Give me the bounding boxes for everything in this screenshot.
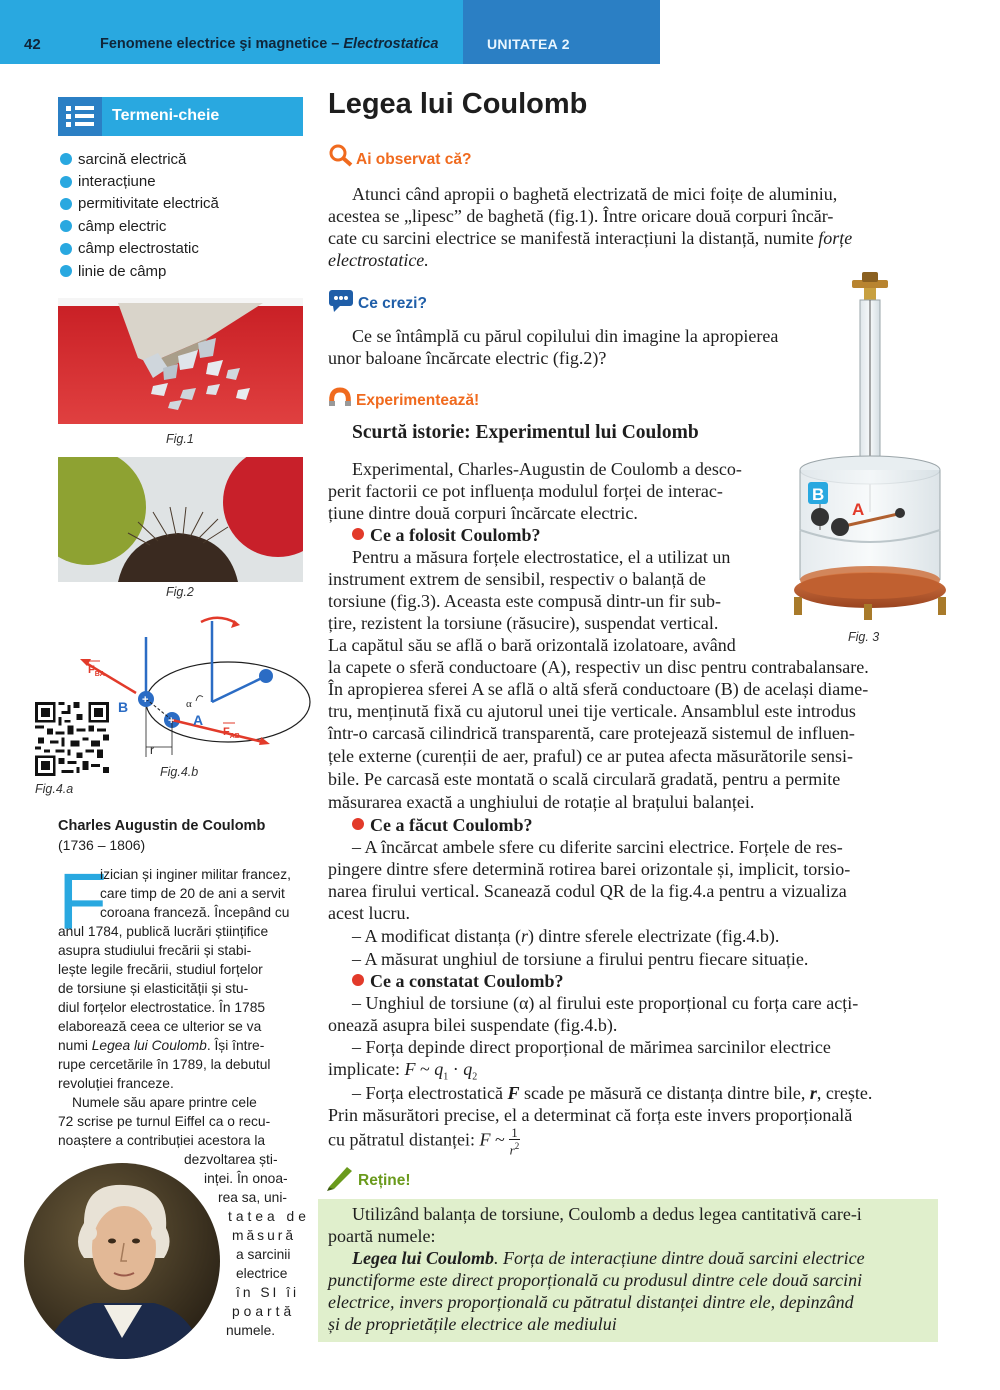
observed-line: acestea se „lipesc” de baghetă (fig.1). Între oricare două corpuri încăr-: [328, 206, 834, 226]
page-header: [0, 0, 660, 64]
plus-sign-a: +: [168, 715, 175, 727]
think-line: unor baloane încărcate electric (fig.2)?: [328, 348, 607, 368]
bullet-icon: [60, 265, 72, 277]
bio-line: de torsiune și elasticității și stu-: [58, 981, 249, 996]
b-label: B: [118, 699, 129, 715]
qr-code[interactable]: [35, 702, 109, 776]
observed-line: Atunci când apropii o baghetă electrizată de mici foițe de aluminiu,: [352, 184, 838, 204]
keyterms-title: Termeni-cheie: [112, 107, 220, 124]
bio-line: a sarcinii: [236, 1247, 291, 1262]
fig3-torsion-balance: [790, 272, 950, 637]
coulomb-portrait: [24, 1163, 220, 1359]
magnifier-icon: [328, 143, 354, 167]
speech-bubble-icon: [328, 289, 354, 313]
plus-sign-b: +: [142, 694, 149, 706]
retine-line: poartă numele:: [328, 1226, 436, 1246]
magnet-icon: [328, 386, 352, 408]
chapter-topic: Electrostatica: [343, 36, 439, 52]
body-line: țire, rezistent la torsiune (răsucire), suspendat vertical.: [328, 613, 719, 633]
bio-line: lește legile frecării, studiul forțelor: [58, 962, 263, 977]
fig3-label-b: B: [812, 485, 825, 504]
retine-line: Legea lui Coulomb. Forța de interacțiune dintre două sarcini electrice: [352, 1248, 865, 1268]
retine-line: și de proprietățile electrice ale mediului: [328, 1314, 617, 1334]
bio-line: poartă: [232, 1304, 296, 1319]
r-label: r: [150, 743, 154, 757]
body-line: pingere dintre sfere determină rotirea barei orizontale și, implicit, torsio-: [328, 859, 851, 879]
bio-line: măsură: [232, 1228, 297, 1243]
body-line: – A măsurat unghiul de torsiune a firului pentru fiecare situație.: [352, 949, 809, 969]
fig4b-caption: Fig.4.b: [160, 765, 199, 779]
body-line: țele externe (curenții de aer, praful) ce ar putea afecta măsurătorile sensi-: [328, 746, 853, 766]
body-line: Pentru a măsura forțele electrostatice, el a utilizat un: [352, 547, 731, 567]
bullet-icon: [60, 220, 72, 232]
body-line: – Unghiul de torsiune (α) al firului este proporțional cu forța care acți-: [352, 993, 859, 1013]
bio-line: rupe cercetările în 1789, la debutul: [58, 1057, 271, 1072]
bio-line: care timp de 20 de ani a servit: [100, 886, 285, 901]
fig4a-caption: Fig.4.a: [35, 782, 74, 796]
body-line: acest lucru.: [328, 903, 410, 923]
bio-drop-cap: F: [58, 857, 107, 946]
bio-line: coroana franceză. Începând cu: [100, 905, 290, 920]
observed-line: cate cu sarcini electrice se manifestă interacțiuni la distanță, numite forțe: [328, 228, 853, 248]
chapter-title: Fenomene electrice şi magnetice – Electrostatica: [100, 36, 439, 52]
body-line: – Forța depinde direct proporțional de mărimea sarcinilor electrice: [352, 1037, 831, 1057]
body-line: narea firului vertical. Scanează codul QR de la fig.4.a pentru a vizualiza: [328, 881, 847, 901]
bio-line: 72 scrise pe turnul Eiffel ca o recu-: [58, 1114, 271, 1129]
body-line: bile. Pe carcasă este montată o scală circulară gradată, pentru a permite: [328, 769, 841, 789]
body-line: – A încărcat ambele sfere cu diferite sarcini electrice. Forțele de res-: [352, 837, 843, 857]
keyterm-item: interacțiune: [60, 170, 219, 192]
experiment-subtitle: Scurtă istorie: Experimentul lui Coulomb: [352, 422, 699, 443]
keyterm-item: permitivitate electrică: [60, 193, 219, 215]
page-number: 42: [24, 36, 41, 53]
unit-tab: [463, 0, 660, 64]
fig1-caption: Fig.1: [166, 432, 194, 446]
red-bullet-icon: [352, 818, 364, 830]
body-line: Experimental, Charles-Augustin de Coulomb a desco-: [352, 459, 742, 479]
bio-line: numele.: [226, 1323, 276, 1338]
keyterm-item: câmp electric: [60, 215, 219, 237]
keyterms-list: [60, 148, 219, 282]
fig3-label-a: A: [852, 500, 865, 519]
body-line: torsiune (fig.3). Aceasta este compusă dintr-un fir sub-: [328, 591, 722, 611]
bullet-icon: [60, 198, 72, 210]
fig1-photo: [58, 298, 303, 424]
pencil-icon: [326, 1165, 354, 1191]
bio-line: inței. În onoa-: [204, 1171, 288, 1186]
bio-line: tatea de: [228, 1209, 310, 1224]
fig3-caption: Fig. 3: [848, 630, 880, 644]
body-line: La capătul său se află o bară orizontală izolatoare, având: [328, 635, 736, 655]
red-bullet-icon: [352, 974, 364, 986]
body-line: perit factorii ce pot influența modulul forței de interac-: [328, 481, 723, 501]
observed-line: electrostatice.: [328, 250, 429, 270]
body-line: – A modificat distanța (r) dintre sferele electrizate (fig.4.b).: [352, 926, 780, 946]
bullet-icon: [60, 243, 72, 255]
body-line: măsurarea exactă a unghiului de rotație al brațului balanței.: [328, 792, 755, 812]
body-line: În apropierea sferei A se află o altă sferă conductoare (B) de același diame-: [328, 679, 869, 699]
formula-distance: cu pătratul distanței: F ~ $\frac{1}{r^2}$: [328, 1125, 520, 1158]
bio-line: dezvoltarea ști-: [184, 1152, 278, 1167]
body-line: onează asupra bilei suspendate (fig.4.b).: [328, 1015, 618, 1035]
retine-box: [318, 1199, 938, 1342]
keyterm-item: linie de câmp: [60, 260, 219, 282]
retine-heading: Reține!: [358, 1172, 411, 1189]
body-line: – Forța electrostatică F scade pe măsură ce distanța dintre bile, r, crește.: [352, 1083, 873, 1103]
fig2-photo: [58, 457, 303, 582]
bio-line: Numele său apare printre cele: [72, 1095, 257, 1110]
question-did: Ce a făcut Coulomb?: [352, 814, 533, 836]
alpha-label: α: [186, 698, 192, 710]
bio-line: diul forțelor electrostatice. În 1785: [58, 1000, 266, 1015]
retine-line: punctiforme este direct proporțională cu produsul dintre cele două sarcini: [328, 1270, 863, 1290]
bio-line: asupra studiului frecării și stabi-: [58, 943, 252, 958]
list-icon: [58, 97, 102, 136]
body-line: țiune dintre două corpuri încărcate electric.: [328, 503, 638, 523]
retine-line: Utilizând balanța de torsiune, Coulomb a dedus legea cantitativă care-i: [352, 1204, 862, 1224]
question-found: Ce a constatat Coulomb?: [352, 970, 564, 992]
keyterm-item: câmp electrostatic: [60, 238, 219, 260]
body-line: instrument extrem de sensibil, respectiv o balanță de: [328, 569, 706, 589]
bio-line: revoluției franceze.: [58, 1076, 174, 1091]
bio-line: numi Legea lui Coulomb. Își între-: [58, 1038, 265, 1053]
page-title: Legea lui Coulomb: [328, 88, 588, 120]
fba-label: $F_{BA}$: [88, 664, 105, 678]
think-heading: Ce crezi?: [358, 295, 427, 312]
body-line: la capete o sferă conductoare (A), respectiv un disc pentru contrabalansare.: [328, 657, 869, 677]
think-line: Ce se întâmplă cu părul copilului din imagine la apropierea: [352, 326, 779, 346]
keyterms-box: [58, 97, 303, 136]
unit-label: UNITATEA 2: [487, 36, 570, 52]
red-bullet-icon: [352, 528, 364, 540]
retine-line: electrice, invers proporțională cu pătratul distanței dintre ele, depinzând: [328, 1292, 854, 1312]
bio-line: rea sa, uni-: [218, 1190, 288, 1205]
observed-heading: Ai observat că?: [356, 151, 472, 168]
body-line: tru, menținută fixă cu ajutorul unei tije verticale. Ansamblul este introdus: [328, 701, 856, 721]
bullet-icon: [60, 176, 72, 188]
keyterm-item: sarcină electrică: [60, 148, 219, 170]
bio-name: Charles Augustin de Coulomb: [58, 818, 266, 834]
fig2-caption: Fig.2: [166, 585, 194, 599]
a-label: A: [193, 712, 204, 728]
bio-line: electrice: [236, 1266, 288, 1281]
fab-label: $F_{AB}$: [223, 726, 240, 740]
question-used: Ce a folosit Coulomb?: [352, 524, 541, 546]
formula-charges: implicate: F ~ $q_1 \cdot q_2$: [328, 1059, 478, 1083]
bio-line: anul 1784, publică lucrări științifice: [58, 924, 269, 939]
bio-line: izician și inginer militar francez,: [100, 867, 291, 882]
bio-line: în SI îi: [236, 1285, 300, 1300]
bio-line: elaborează ceea ce ulterior se va: [58, 1019, 262, 1034]
bio-line: noaștere a contribuției acestora la: [58, 1133, 266, 1148]
bullet-icon: [60, 153, 72, 165]
experiment-heading: Experimentează!: [356, 392, 480, 409]
body-line: într-o carcasă cilindrică transparentă, care protejează sistemul de influen-: [328, 723, 855, 743]
body-line: Prin măsurători precise, el a determinat că forța este invers proporțională: [328, 1105, 853, 1125]
bio-years: (1736 – 1806): [58, 837, 146, 853]
